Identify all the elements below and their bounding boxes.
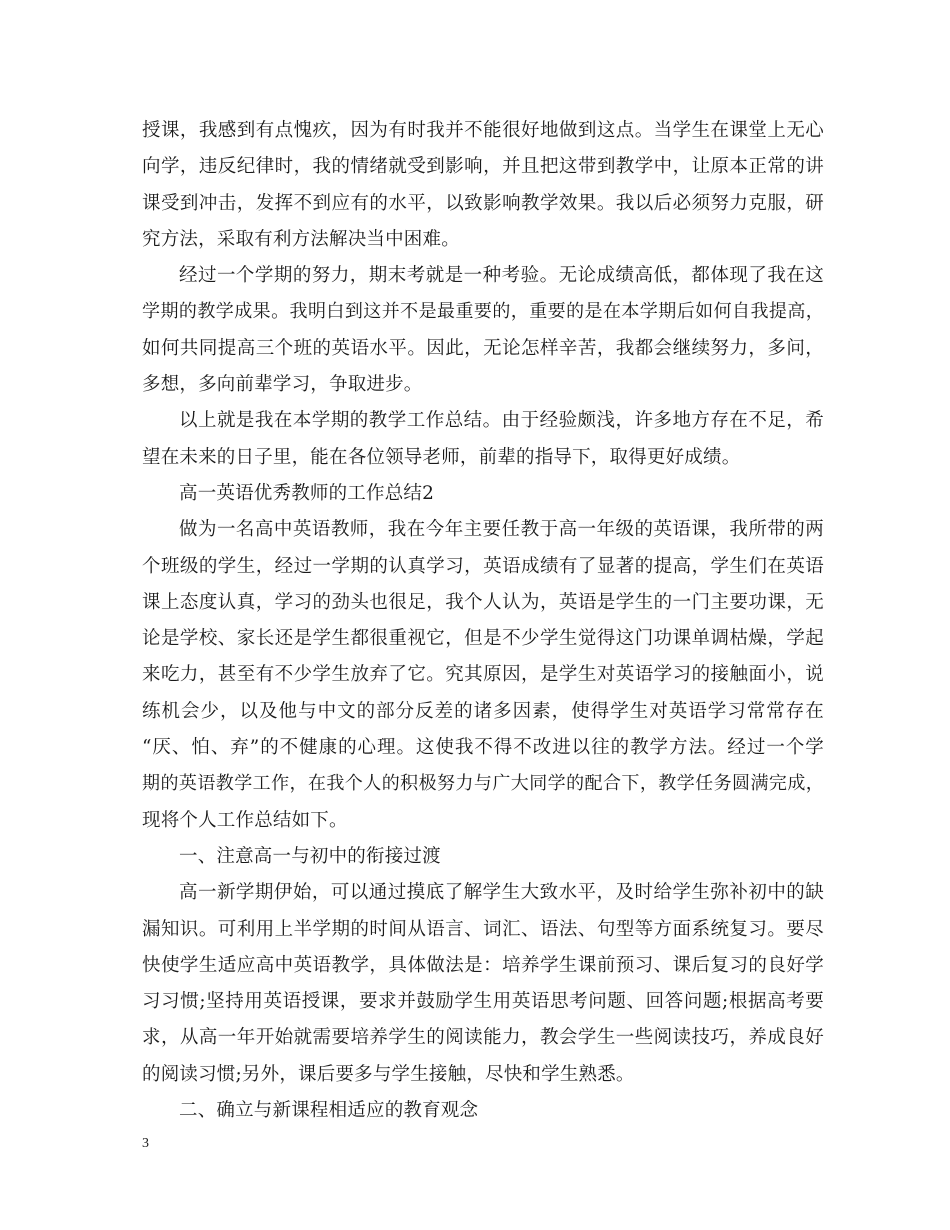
page-number: 3 <box>142 1136 149 1151</box>
text-line: 来吃力，甚至有不少学生放弃了它。究其原因，是学生对英语学习的接触面小，说 <box>142 664 824 686</box>
text-line: 授课，我感到有点愧疚，因为有时我并不能很好地做到这点。当学生在课堂上无心 <box>142 120 824 141</box>
text-line: 多想，多向前辈学习，争取进步。 <box>142 374 423 396</box>
text-line: 练机会少，以及他与中文的部分反差的诸多因素，使得学生对英语学习常常存在 <box>142 700 824 722</box>
text-line: 课上态度认真，学习的劲头也很足，我个人认为，英语是学生的一门主要功课，无 <box>142 591 824 613</box>
text-line: 经过一个学期的努力，期末考就是一种考验。无论成绩高低，都体现了我在这 <box>179 265 824 287</box>
text-line: 个班级的学生，经过一学期的认真学习，英语成绩有了显著的提高，学生们在英语 <box>142 555 824 577</box>
text-line: 现将个人工作总结如下。 <box>142 809 348 831</box>
text-line: “厌、怕、弃”的不健康的心理。这使我不得不改进以往的教学方法。经过一个学 <box>142 737 824 759</box>
text-line: 习习惯;坚持用英语授课，要求并鼓励学生用英语思考问题、回答问题;根据高考要 <box>142 991 824 1013</box>
text-line: 做为一名高中英语教师，我在今年主要任教于高一年级的英语课，我所带的两 <box>179 519 824 541</box>
text-line: 求，从高一年开始就需要培养学生的阅读能力，教会学生一些阅读技巧，养成良好 <box>142 1027 824 1049</box>
text-line: 以上就是我在本学期的教学工作总结。由于经验颇浅，许多地方存在不足，希 <box>179 410 824 432</box>
document-body <box>142 113 824 1129</box>
text-line: 向学，违反纪律时，我的情绪就受到影响，并且把这带到教学中，让原本正常的讲 <box>142 156 824 178</box>
text-line: 课受到冲击，发挥不到应有的水平，以致影响教学效果。我以后必须努力克服，研 <box>142 192 824 214</box>
text-line: 高一英语优秀教师的工作总结2 <box>179 482 435 504</box>
text-line: 究方法，采取有利方法解决当中困难。 <box>142 228 460 250</box>
text-line: 期的英语教学工作，在我个人的积极努力与广大同学的配合下，教学任务圆满完成， <box>142 773 824 795</box>
text-line: 高一新学期伊始，可以通过摸底了解学生大致水平，及时给学生弥补初中的缺 <box>179 882 824 904</box>
text-line: 的阅读习惯;另外，课后要多与学生接触，尽快和学生熟悉。 <box>142 1063 635 1085</box>
text-line: 二、确立与新课程相适应的教育观念 <box>179 1100 479 1122</box>
text-line: 论是学校、家长还是学生都很重视它，但是不少学生觉得这门功课单调枯燥，学起 <box>142 628 824 650</box>
text-line: 望在未来的日子里，能在各位领导老师，前辈的指导下，取得更好成绩。 <box>142 446 741 468</box>
text-line: 学期的教学成果。我明白到这并不是最重要的，重要的是在本学期后如何自我提高， <box>142 301 824 323</box>
text-line: 漏知识。可利用上半学期的时间从语言、词汇、语法、句型等方面系统复习。要尽 <box>142 918 824 940</box>
text-line: 如何共同提高三个班的英语水平。因此，无论怎样辛苦，我都会继续努力，多问， <box>142 337 824 359</box>
text-line: 快使学生适应高中英语教学，具体做法是：培养学生课前预习、课后复习的良好学 <box>142 954 824 976</box>
text-line: 一、注意高一与初中的衔接过渡 <box>179 845 441 867</box>
